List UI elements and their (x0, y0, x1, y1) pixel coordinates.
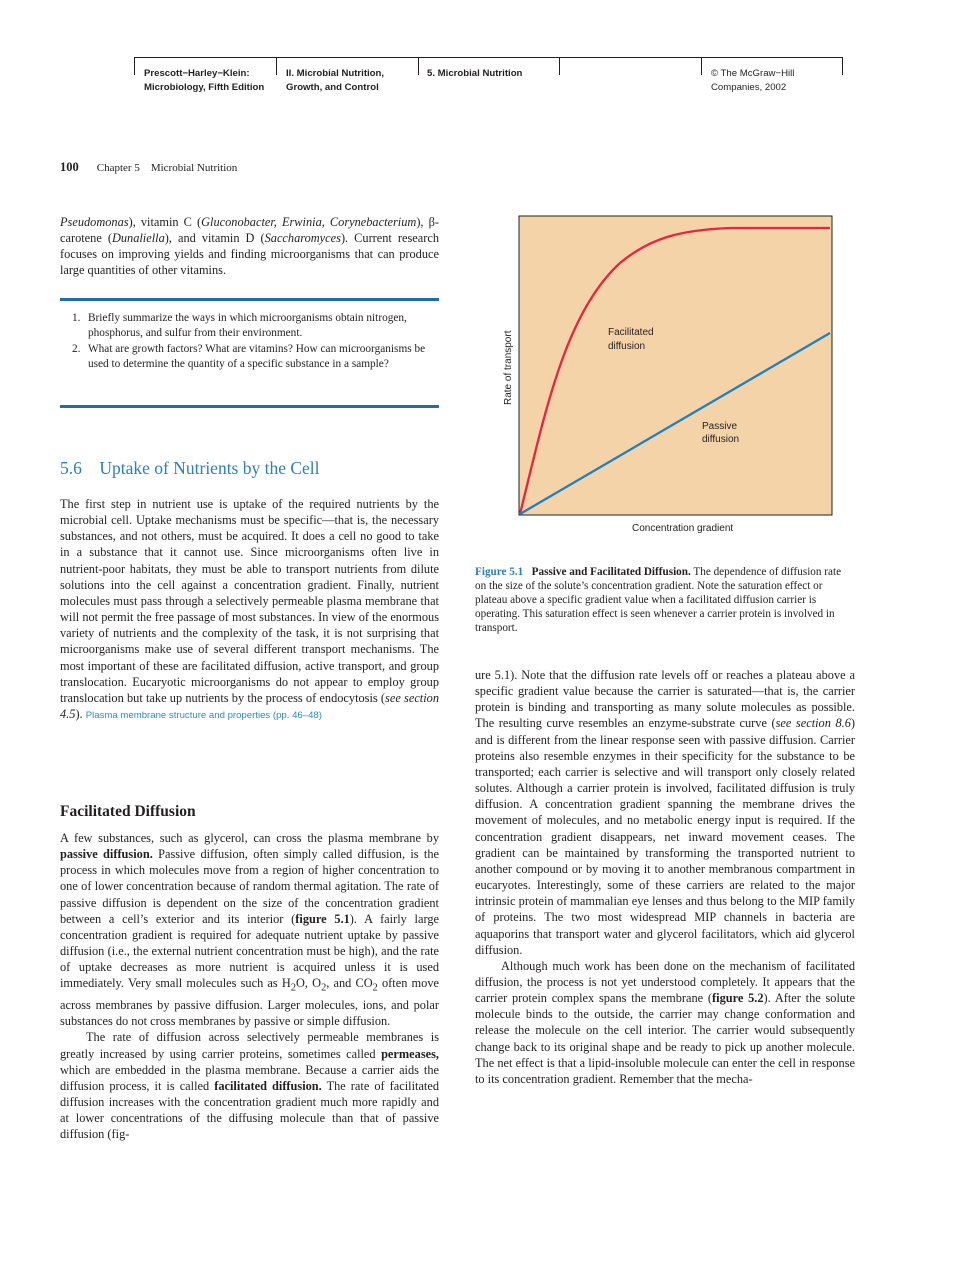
genus-name: Pseudomonas (60, 215, 129, 229)
question-text: Briefly summarize the ways in which microorganisms obtain nitrogen, phosphorus, and sulfur from their environment. (88, 312, 407, 340)
plot-frame (519, 216, 832, 515)
key-term: passive diffusion. (60, 847, 153, 862)
header-divider (418, 57, 419, 75)
subscript: 2 (321, 982, 327, 994)
box-bottom-rule (60, 405, 439, 408)
text-run: The first step in nutrient use is uptake of the required nutrients by the microbial cell. Uptake mechanisms must be specific—that is, the necessary substances, and not others, must be acquired. It does a cell no good to take in a substance that it cannot use. Since microorganisms often live in nutrient-poor habitats, they must be able to transport nutrients from dilute solutions into the cell against a concentration gradient. Finally, nutrient molecules must pass through a selectively permeable plasma membrane that will not permit the free passage of most substances. In view of the enormous variety of nutrients and the complexity of the task, it is not surprising that microorganisms make use of several different transport mechanisms. The most important of these are facilitated diffusion, active transport, and group translocation. Eucaryotic microorganisms do not appear to employ group translocation but take up nutrients by the process of endocytosis ( (60, 497, 439, 705)
header-book-title: Microbiology, Fifth Edition (144, 82, 265, 93)
header-cell-chapter (427, 67, 522, 81)
header-cell-copyright (711, 67, 794, 95)
figure-reference: figure 5.2 (712, 991, 764, 1006)
section-reference: see section 4.5 (60, 690, 440, 722)
question-text: What are growth factors? What are vitamins? How can microorganisms be used to determine the quantity of a specific substance in a sample? (88, 342, 426, 370)
genus-name: Gluconobacter, Erwinia, Corynebacterium (201, 215, 417, 229)
header-cell-part (286, 67, 384, 95)
header-table (134, 57, 843, 101)
header-book-author: Prescott−Harley−Klein: (144, 68, 250, 79)
review-question (72, 311, 427, 342)
text-run: often move across membranes by passive diffusion. Larger molecules, ions, and polar substances do not cross membranes by passive or simple diffusion. (60, 976, 439, 1029)
page-number: 100 (60, 160, 79, 174)
review-questions-list (72, 311, 427, 372)
caption-text: The dependence of diffusion rate on the size of the solute’s concentration gradient. Note the saturation effect or plateau above a specific gradient value when a facilitated diffusion carrier is operating. This saturation effect is seen whenever a carrier protein is involved in transport. (475, 566, 842, 634)
genus-name: Saccharomyces (264, 231, 341, 246)
text-run: The rate of diffusion across selectively permeable membranes is greatly increased by using carrier proteins, sometimes called (60, 1030, 439, 1061)
text-run: O, O (295, 976, 322, 991)
subheading-facilitated-diffusion: Facilitated Diffusion (60, 803, 196, 820)
section-reference: see section 8.6 (775, 716, 851, 731)
header-cell-book (144, 67, 264, 95)
box-top-rule (60, 298, 439, 301)
question-number: 2. (72, 342, 81, 355)
text-run: which are embedded in the plasma membrane. Because a carrier aids the diffusion process, it is called (60, 1062, 439, 1093)
header-part-line1: II. Microbial Nutrition, (286, 68, 385, 79)
key-term: permeases, (381, 1046, 439, 1061)
text-run: ). (75, 707, 83, 722)
header-top-rule (134, 57, 843, 58)
header-divider (134, 57, 135, 75)
review-question (72, 342, 427, 373)
figure-caption (475, 566, 855, 636)
key-term: facilitated diffusion. (214, 1078, 322, 1093)
section-paragraph (60, 496, 439, 724)
caption-number: Figure 5.1 (475, 566, 524, 578)
text-run: A few substances, such as glycerol, can cross the plasma membrane by (60, 831, 439, 845)
text-run: ) and is different from the linear response seen with passive diffusion. Carrier proteins also resemble enzymes in their specificity for the substance to be transported; each carrier is selective and will transport only closely related solutes. Although a carrier protein is involved, facilitated diffusion is truly diffusion. A concentration gradient spanning the membrane drives the movement of molecules, and no metabolic energy input is required. If the concentration gradient disappears, net inward movement ceases. The gradient can be maintained by transforming the transported nutrient to another compound or by moving it to another membranous compartment in eucaryotes. Interestingly, some of these carriers are related to the major intrinsic protein of mammalian eye lenses and thus belong to the MIP family of proteins. The two most widespread MIP channels in bacteria are aquaporins that transport water and glycerol facilitators, which aid glycerol diffusion. (475, 716, 856, 957)
cross-reference-link[interactable]: Plasma membrane structure and properties (pp. 46–48) (85, 710, 322, 722)
header-part-line2: Growth, and Control (286, 82, 379, 93)
paragraph (475, 667, 855, 958)
header-divider (842, 57, 843, 75)
text-run: ure 5.1). Note that the diffusion rate levels off or reaches a plateau above a specific gradient value because the carrier is saturated—that is, the carrier protein is binding and transporting as many solute molecules as possible. The resulting curve resembles an enzyme-substrate curve ( (475, 668, 855, 731)
text-run: The rate of facilitated diffusion increases with the concentration gradient much more rapidly and at lower concentrations of the diffusing molecule than that of passive diffusion (fig- (60, 1078, 440, 1142)
text-run: ). A fairly large concentration gradient is required for adequate nutrient uptake by passive diffusion (i.e., the external nutrient concentration must be high), and the rate of uptake decreases as more nutrient is acquired unless it is used immediately. Very small molecules such as H (60, 911, 439, 991)
text-run: ). Current research focuses on improving yields and finding microorganisms that can produce large quantities of other vitamins. (60, 231, 439, 278)
paragraph (60, 830, 439, 1029)
passive-label-line1: Passive (702, 421, 738, 432)
y-axis-label: Rate of transport (503, 330, 514, 405)
section-heading: 5.6 Uptake of Nutrients by the Cell (60, 458, 320, 478)
figure-5-1 (500, 213, 850, 543)
question-number: 1. (72, 312, 81, 324)
facilitated-label-line1: Facilitated (608, 327, 654, 338)
facilitated-label-line2: diffusion (608, 341, 646, 352)
header-divider (559, 57, 560, 75)
passive-label-line2: diffusion (702, 434, 740, 445)
text-run: ), vitamin C ( (128, 215, 202, 229)
facilitated-diffusion-text (60, 830, 439, 1142)
genus-name: Dunaliella (111, 231, 165, 246)
subscript: 2 (372, 982, 378, 994)
subscript: 2 (290, 982, 296, 994)
header-copyright-line2: Companies, 2002 (711, 82, 787, 93)
text-run: ). After the solute molecule binds to the outside, the carrier may change conformation and release the molecule on the cell interior. The carrier would subsequently change back to its original shape and be ready to pick up another molecule. The net effect is that a lipid-insoluble molecule can enter the cell in response to its concentration gradient. Remember that the mecha- (475, 991, 855, 1086)
figure-reference: figure 5.1 (295, 911, 350, 926)
figure-5-1-chart (500, 213, 850, 543)
review-questions-box (60, 298, 439, 410)
paragraph (60, 1029, 439, 1142)
running-head-chapter: Chapter 5 Microbial Nutrition (96, 162, 238, 174)
paragraph (475, 958, 855, 1087)
text-run: ), β-carotene ( (60, 215, 439, 246)
running-head (60, 160, 237, 175)
header-copyright-line1: © The McGraw−Hill (711, 68, 795, 79)
text-run: , and CO (326, 976, 373, 991)
text-run: Although much work has been done on the mechanism of facilitated diffusion, the process is not yet understood completely. It appears that the carrier protein complex spans the membrane ( (475, 958, 855, 1006)
header-divider (276, 57, 277, 75)
x-axis-label: Concentration gradient (632, 523, 734, 534)
text-run: Passive diffusion, often simply called diffusion, is the process in which molecules move from a region of higher concentration to one of lower concentration because of random thermal agitation. The rate of passive diffusion is dependent on the size of the concentration gradient between a cell’s exterior and its interior ( (60, 847, 439, 926)
intro-paragraph (60, 214, 439, 279)
right-column-text (475, 667, 855, 1087)
header-divider (701, 57, 702, 75)
text-run: ), and vitamin D ( (164, 231, 265, 246)
header-chapter-line1: 5. Microbial Nutrition (427, 68, 523, 79)
caption-title: Passive and Facilitated Diffusion. (531, 566, 691, 578)
